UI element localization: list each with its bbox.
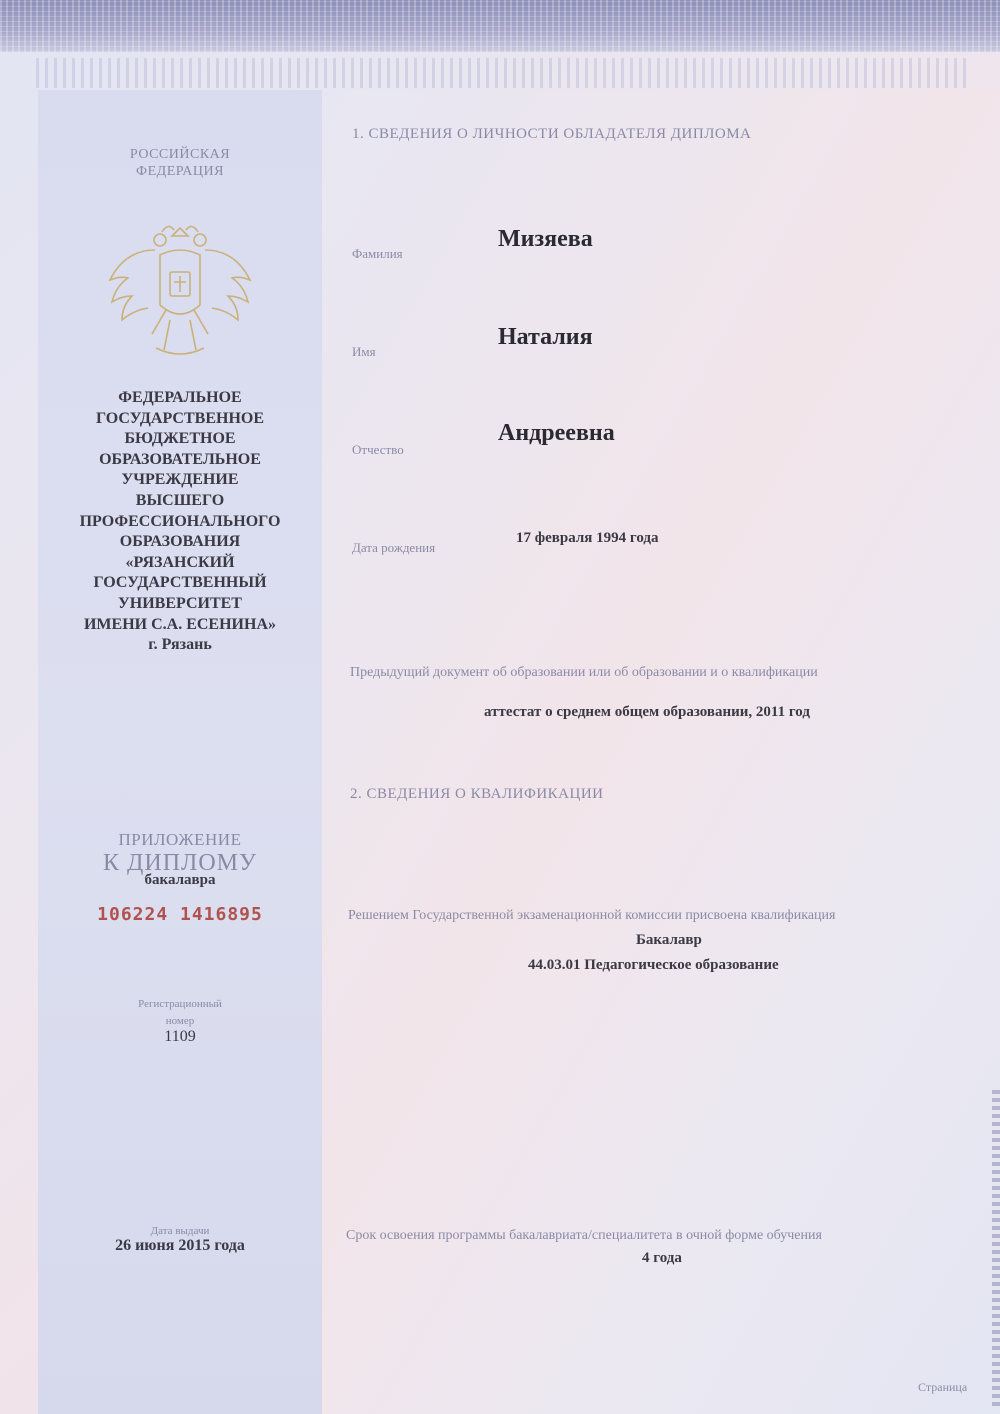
university-name xyxy=(40,388,320,656)
qualification-label: Решением Государственной экзаменационной комиссии присвоена квалификация xyxy=(348,908,836,923)
university-line: УЧРЕЖДЕНИЕ xyxy=(121,471,239,489)
name-value: Наталия xyxy=(498,324,593,350)
name-label: Имя xyxy=(352,344,376,359)
previous-document-label: Предыдущий документ об образовании или об образовании и о квалификации xyxy=(350,665,818,680)
university-line: ГОСУДАРСТВЕННОЕ xyxy=(96,409,264,427)
university-line: УНИВЕРСИТЕТ xyxy=(118,594,242,612)
top-security-band xyxy=(0,0,1000,52)
university-line: ВЫСШЕГО xyxy=(135,491,225,509)
university-line: ОБРАЗОВАТЕЛЬНОЕ xyxy=(99,450,261,468)
country-title xyxy=(40,146,320,180)
guilloche-border xyxy=(36,58,971,88)
coat-of-arms-icon xyxy=(100,210,260,370)
study-duration-label: Срок освоения программы бакалавриата/специалитета в очной форме обучения xyxy=(346,1228,822,1243)
serial-number: 106224 1416895 xyxy=(97,904,263,925)
study-duration-value: 4 года xyxy=(642,1250,682,1266)
university-line: ОБРАЗОВАНИЯ xyxy=(119,533,241,551)
university-line: ФЕДЕРАЛЬНОЕ xyxy=(118,389,242,406)
appendix-title: ПРИЛОЖЕНИЕ xyxy=(118,830,242,849)
university-line: ГОСУДАРСТВЕННЫЙ xyxy=(93,574,267,592)
country-line-2: ФЕДЕРАЦИЯ xyxy=(136,164,224,179)
registration-label xyxy=(60,996,300,1030)
issue-date: 26 июня 2015 года xyxy=(115,1237,245,1254)
university-line: «РЯЗАНСКИЙ xyxy=(125,553,235,571)
section-2-title: 2. СВЕДЕНИЯ О КВАЛИФИКАЦИИ xyxy=(350,786,604,802)
registration-number: 1109 xyxy=(164,1028,196,1045)
patronymic-label: Отчество xyxy=(352,442,404,457)
university-city: г. Рязань xyxy=(148,636,212,654)
university-line: БЮДЖЕТНОЕ xyxy=(124,430,236,448)
section-1-title: 1. СВЕДЕНИЯ О ЛИЧНОСТИ ОБЛАДАТЕЛЯ ДИПЛОМА xyxy=(352,126,752,142)
page-label: Страница xyxy=(918,1380,968,1394)
right-panel xyxy=(322,90,1000,1414)
previous-document-value: аттестат о среднем общем образовании, 2011 год xyxy=(484,704,810,720)
registration-label-line-1: Регистрационный xyxy=(138,998,222,1010)
birth-date-label: Дата рождения xyxy=(352,540,436,555)
vertical-security-strip xyxy=(992,1090,1000,1410)
surname-label: Фамилия xyxy=(352,246,403,261)
registration-label-line-2: номер xyxy=(165,1015,195,1027)
surname-value: Мизяева xyxy=(498,226,593,252)
issue-date-label: Дата выдачи xyxy=(150,1225,210,1237)
patronymic-value: Андреевна xyxy=(498,420,615,446)
qualification-degree: Бакалавр xyxy=(636,932,702,948)
birth-date-value: 17 февраля 1994 года xyxy=(516,530,659,546)
university-line: ИМЕНИ С.А. ЕСЕНИНА» xyxy=(83,615,276,633)
degree-word: бакалавра xyxy=(144,872,216,888)
qualification-program: 44.03.01 Педагогическое образование xyxy=(528,957,779,973)
appendix-subtitle: К ДИПЛОМУ xyxy=(103,850,257,876)
country-line-1: РОССИЙСКАЯ xyxy=(129,147,231,162)
university-line: ПРОФЕССИОНАЛЬНОГО xyxy=(79,512,281,530)
